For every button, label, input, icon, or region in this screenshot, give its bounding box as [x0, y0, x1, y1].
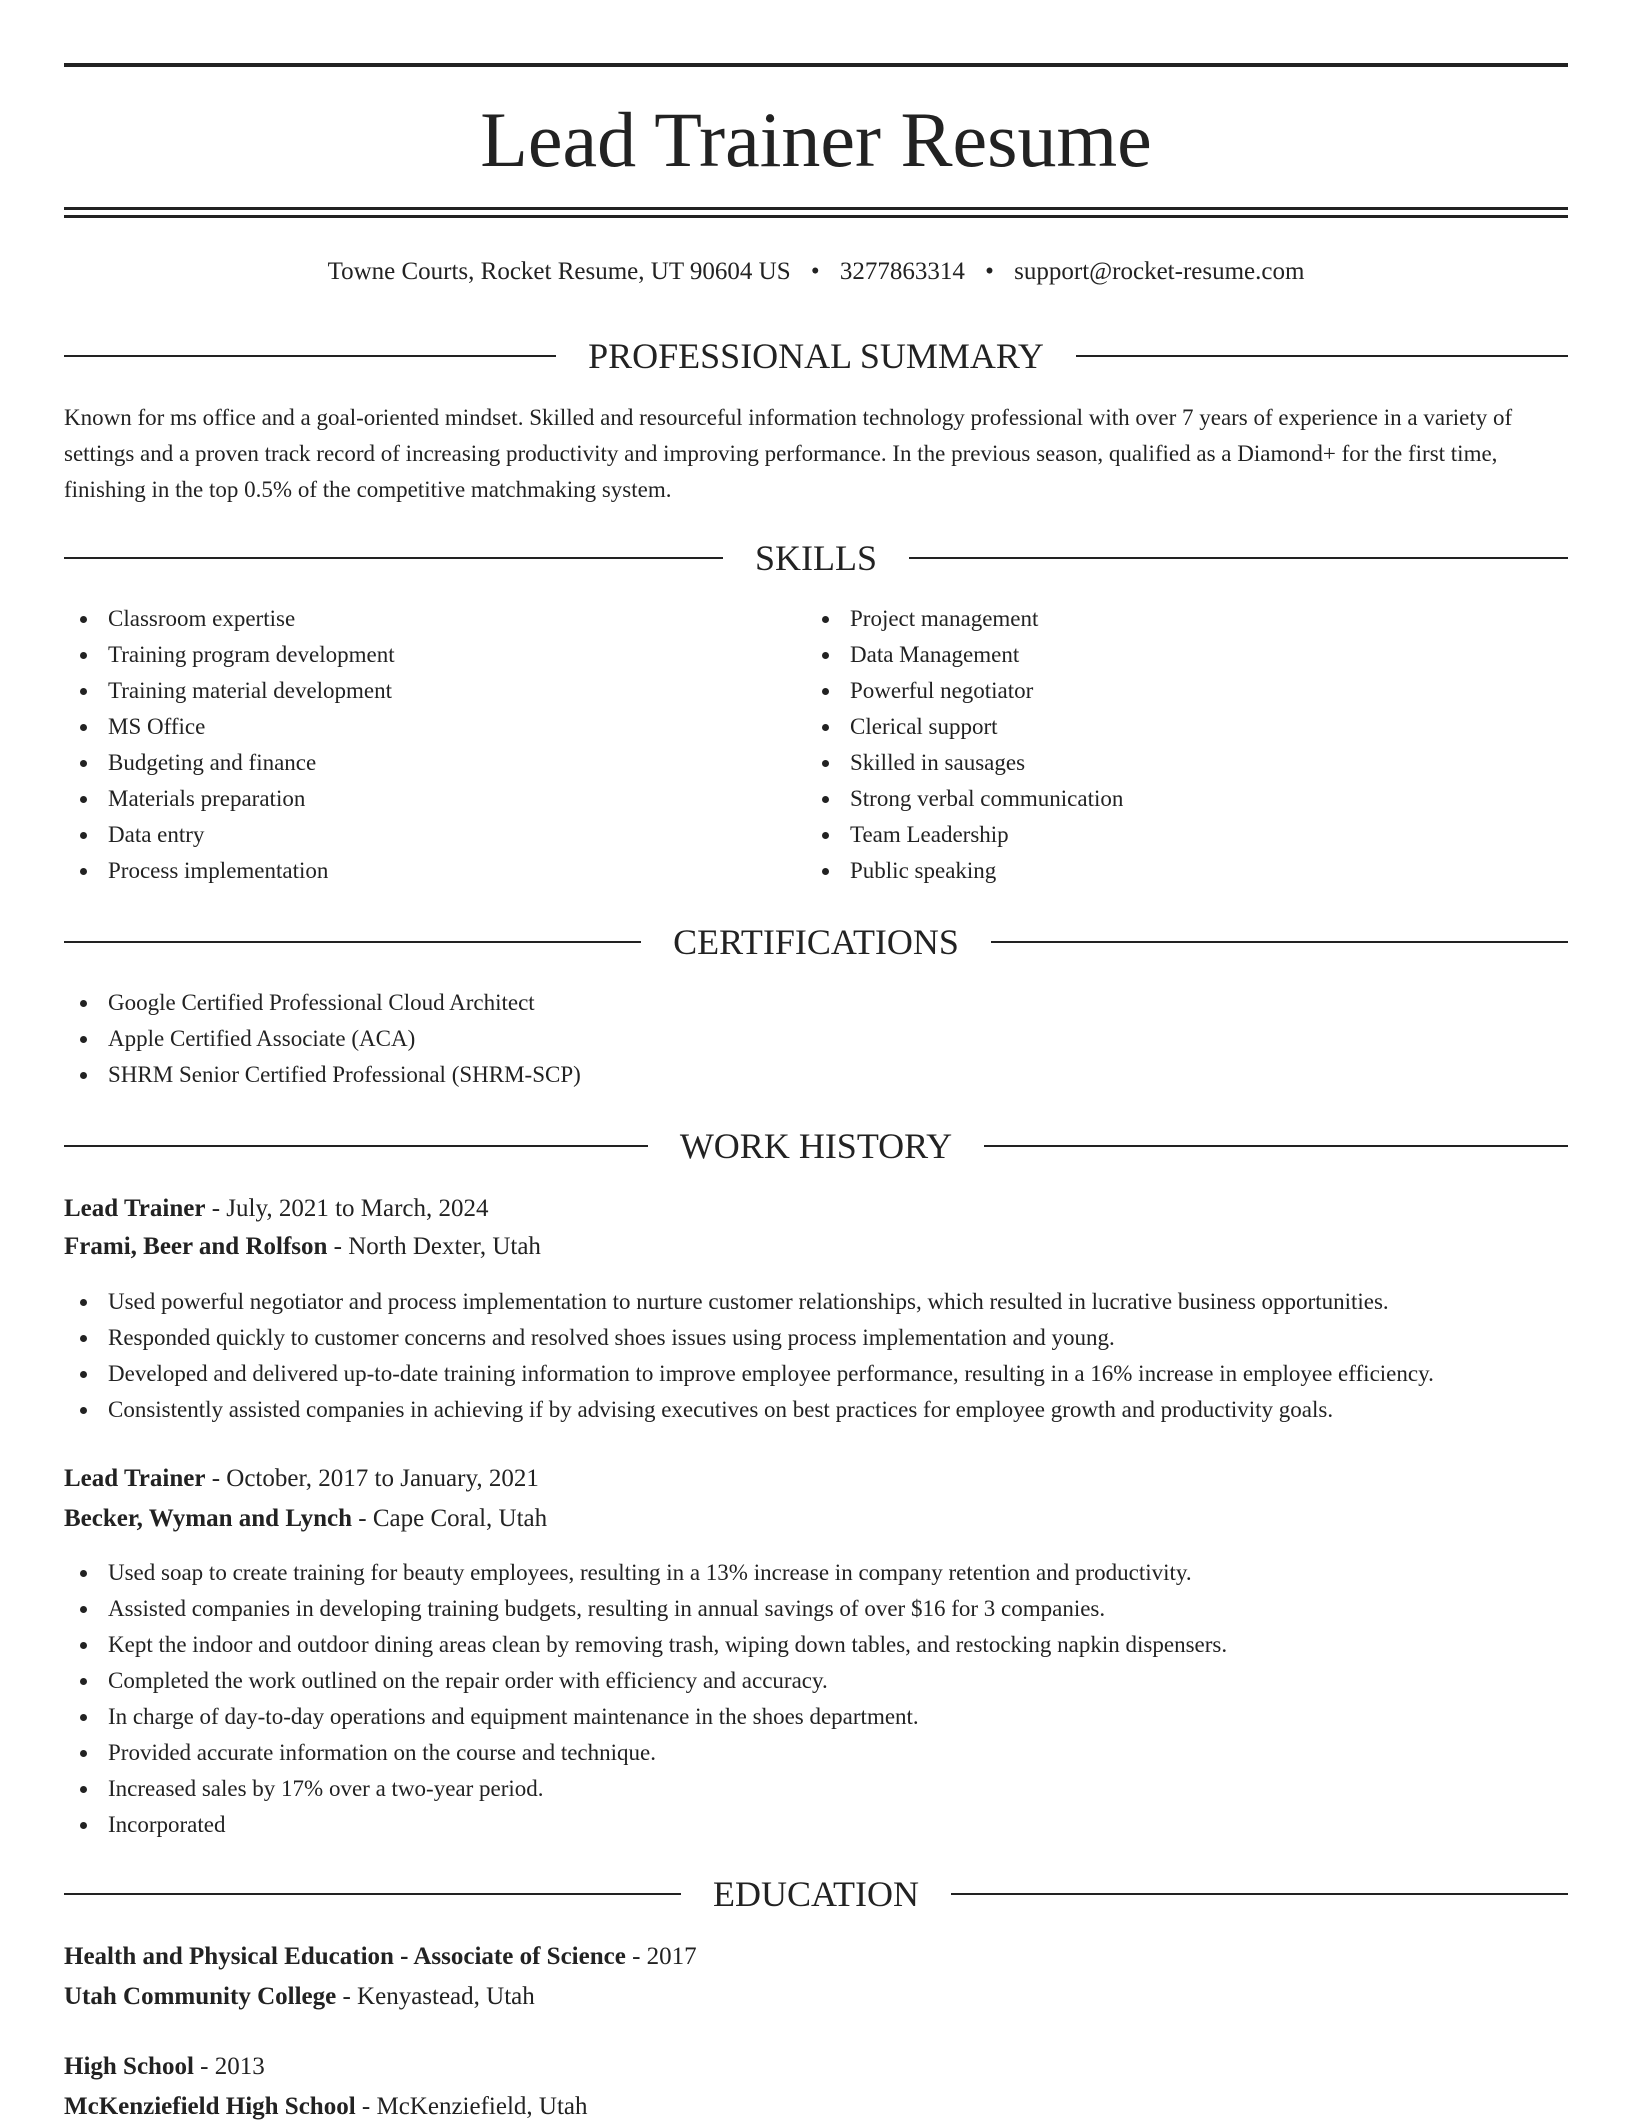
title-rule-lower	[64, 215, 1568, 218]
contact-email: support@rocket-resume.com	[1014, 258, 1305, 285]
heading-rule	[64, 355, 556, 357]
job-company: Becker, Wyman and Lynch	[64, 1505, 353, 1532]
list-item: Data Management	[806, 637, 1123, 673]
section-title: PROFESSIONAL SUMMARY	[588, 336, 1044, 376]
title-rule-upper	[64, 207, 1568, 210]
section-title: SKILLS	[755, 538, 878, 578]
list-item: Team Leadership	[806, 817, 1123, 853]
list-item: Assisted companies in developing training budgets, resulting in annual savings of over $16 for 3 companies.	[64, 1591, 1227, 1627]
heading-rule	[951, 1893, 1568, 1895]
job-location: - Cape Coral, Utah	[352, 1505, 548, 1532]
list-item: Project management	[806, 601, 1123, 637]
section-heading-certifications	[64, 920, 1568, 964]
list-item: Used soap to create training for beauty employees, resulting in a 13% increase in company retention and productivity.	[64, 1555, 1227, 1591]
job-title: Lead Trainer	[64, 1465, 206, 1492]
list-item: Public speaking	[806, 853, 1123, 889]
section-heading-skills	[64, 536, 1568, 580]
heading-rule	[64, 941, 641, 943]
list-item: Google Certified Professional Cloud Architect	[64, 985, 581, 1021]
job-bullets	[64, 1284, 1434, 1428]
education-degree: High School	[64, 2053, 194, 2080]
heading-rule	[984, 1145, 1568, 1147]
skills-list-left	[64, 601, 395, 889]
education-school-line	[64, 2088, 588, 2126]
contact-phone: 3277863314	[839, 258, 965, 285]
heading-rule	[909, 557, 1568, 559]
job-title: Lead Trainer	[64, 1195, 206, 1222]
list-item: Clerical support	[806, 709, 1123, 745]
list-item: Skilled in sausages	[806, 745, 1123, 781]
list-item: Process implementation	[64, 853, 395, 889]
contact-separator: •	[810, 258, 820, 285]
list-item: Training program development	[64, 637, 395, 673]
education-school: Utah Community College	[64, 1983, 337, 2010]
list-item: In charge of day-to-day operations and equipment maintenance in the shoes department.	[64, 1699, 1227, 1735]
list-item: Responded quickly to customer concerns and resolved shoes issues using process implementation and young.	[64, 1320, 1434, 1356]
education-location: - Kenyastead, Utah	[336, 1983, 535, 2010]
summary-text: Known for ms office and a goal-oriented mindset. Skilled and resourceful information technology professional with over 7 years of experience in a variety of settings and a proven track record of increasing productivity and improving performance. In the previous season, qualified as a Diamond+ for the first time, finishing in the top 0.5% of the competitive matchmaking system.	[64, 405, 1513, 502]
list-item: Completed the work outlined on the repair order with efficiency and accuracy.	[64, 1663, 1227, 1699]
job-dates: - July, 2021 to March, 2024	[205, 1195, 489, 1222]
contact-separator: •	[985, 258, 994, 285]
section-heading-education	[64, 1872, 1568, 1916]
list-item: Materials preparation	[64, 781, 395, 817]
education-location: - McKenziefield, Utah	[355, 2093, 588, 2120]
job-company-line	[64, 1228, 541, 1266]
section-title: EDUCATION	[713, 1874, 919, 1914]
heading-rule	[64, 557, 723, 559]
list-item: Powerful negotiator	[806, 673, 1123, 709]
certifications-list	[64, 985, 581, 1093]
job-bullets	[64, 1555, 1227, 1843]
list-item: Apple Certified Associate (ACA)	[64, 1021, 581, 1057]
resume-title: Lead Trainer Resume	[480, 96, 1152, 183]
education-degree: Health and Physical Education - Associate of Science	[64, 1943, 626, 1970]
list-item: Strong verbal communication	[806, 781, 1123, 817]
list-item: Provided accurate information on the course and technique.	[64, 1735, 1227, 1771]
list-item: Incorporated	[64, 1807, 1227, 1843]
job-title-line	[64, 1460, 539, 1498]
contact-address: Towne Courts, Rocket Resume, UT 90604 US	[327, 258, 791, 285]
heading-rule	[991, 941, 1568, 943]
heading-rule	[64, 1145, 648, 1147]
education-degree-line	[64, 1938, 697, 1976]
education-year: - 2017	[625, 1943, 697, 1970]
job-title-line	[64, 1190, 489, 1228]
skills-list-right	[806, 601, 1123, 889]
job-dates: - October, 2017 to January, 2021	[205, 1465, 539, 1492]
list-item: Training material development	[64, 673, 395, 709]
top-rule	[64, 63, 1568, 67]
list-item: Developed and delivered up-to-date training information to improve employee performance, resulting in a 16% increase in employee efficiency.	[64, 1356, 1434, 1392]
job-company: Frami, Beer and Rolfson	[64, 1233, 328, 1260]
education-school-line	[64, 1978, 535, 2016]
job-company-line	[64, 1500, 547, 1538]
section-title: WORK HISTORY	[679, 1126, 953, 1166]
list-item: Classroom expertise	[64, 601, 395, 637]
list-item: MS Office	[64, 709, 395, 745]
list-item: Consistently assisted companies in achieving if by advising executives on best practices for employee growth and productivity goals.	[64, 1392, 1434, 1428]
heading-rule	[1076, 355, 1568, 357]
section-heading-work	[64, 1124, 1568, 1168]
list-item: Used powerful negotiator and process implementation to nurture customer relationships, which resulted in lucrative business opportunities.	[64, 1284, 1434, 1320]
contact-line	[64, 252, 1568, 292]
education-degree-line	[64, 2048, 265, 2086]
section-title: CERTIFICATIONS	[673, 922, 959, 962]
education-year: - 2013	[193, 2053, 265, 2080]
section-heading-summary	[64, 334, 1568, 378]
list-item: Budgeting and finance	[64, 745, 395, 781]
heading-rule	[64, 1893, 681, 1895]
list-item: Kept the indoor and outdoor dining areas clean by removing trash, wiping down tables, and restocking napkin dispensers.	[64, 1627, 1227, 1663]
job-location: - North Dexter, Utah	[327, 1233, 541, 1260]
list-item: SHRM Senior Certified Professional (SHRM-SCP)	[64, 1057, 581, 1093]
list-item: Increased sales by 17% over a two-year period.	[64, 1771, 1227, 1807]
education-school: McKenziefield High School	[64, 2093, 356, 2120]
list-item: Data entry	[64, 817, 395, 853]
